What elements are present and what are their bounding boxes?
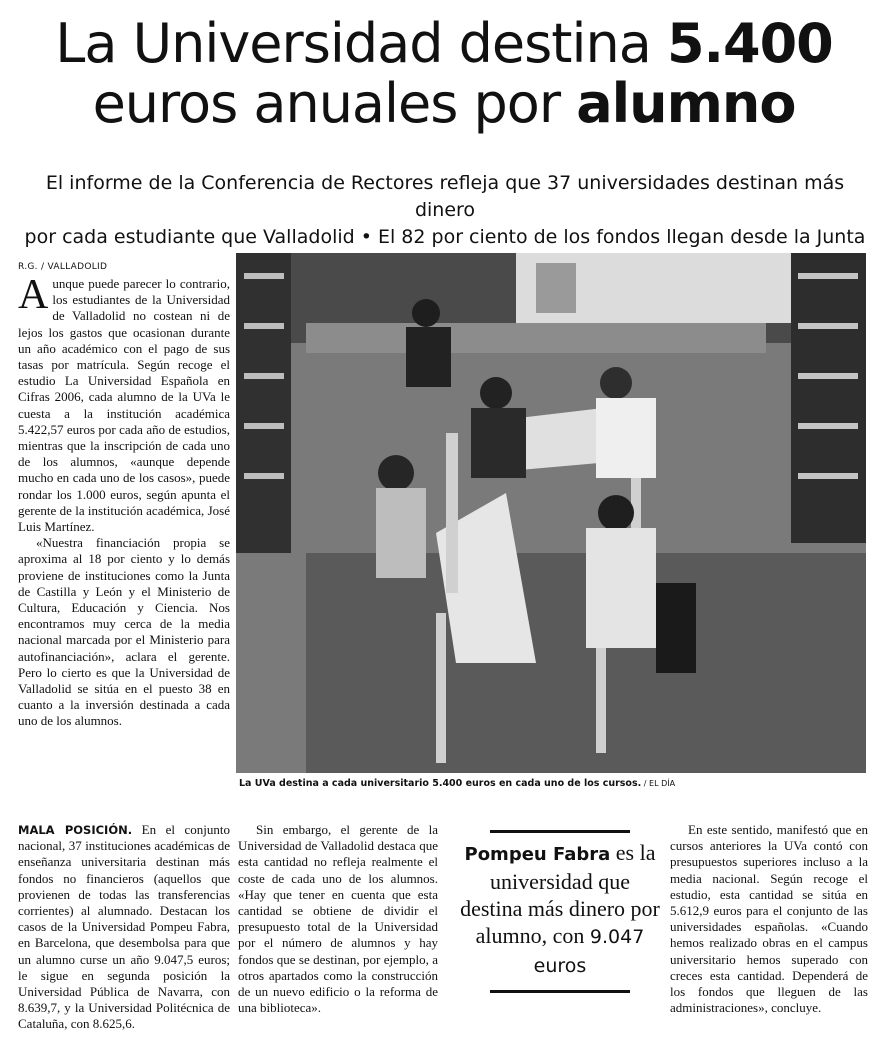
pull-quote-bottom-rule <box>490 990 630 993</box>
headline-part-2: euros anuales por <box>92 72 577 135</box>
pull-quote-number: 9.047 euros <box>533 926 645 977</box>
section-paragraph-text: En el conjunto nacional, 37 instituciones académicas de enseñanza universitaria destinan más fondos no financieros (aquellos que provienen de todas las transferencias corrientes) al alumnado. Destacan los casos de la Universidad Pompeu Fabra, en Barcelona, que desembolsa para que un alumno curse un año 9.047,5 euros; le sigue en segunda posición la Universidad Pública de Navarra, con 8.639,7, y la Universidad Politécnica de Cataluña, con 8.625,6. <box>18 822 230 1032</box>
library-study-photo <box>236 253 866 773</box>
article-paragraph-4: En este sentido, manifestó que en cursos anteriores la UVa contó con presupuestos superiores incluso a la media nacional. Según recoge el estudio, esta cantidad se sitúa en 5.612,9 euros para el conjunto de las universidades españolas. «Cuando hemos realizado obras en el campus universitario hemos superado con creces esta cantidad. Dependerá de los fondos que lleguen de las administraciones», concluye. <box>670 822 868 1016</box>
article-column-4 <box>670 822 868 1016</box>
subheadline <box>20 170 870 251</box>
article-column-2 <box>238 822 438 1016</box>
article-paragraph-2: «Nuestra financiación propia se aproxima al 18 por ciento y lo demás proviene de instituciones como la Junta de Castilla y León y el Ministerio de Cultura, Educación y Ciencia. Nos encontramos muy cerca de la media nacional marcada por el Ministerio para autofinanciación», aclara el gerente. Pero lo cierto es que la Universidad de Valladolid se sitúa en el puesto 38 en cuanto a la inversión destinada a cada uno de los alumnos. <box>18 535 230 729</box>
drop-cap: A <box>18 272 49 318</box>
subheadline-line-1: El informe de la Conferencia de Rectores refleja que 37 universidades destinan más dinero <box>45 172 845 221</box>
article-paragraph-1 <box>18 272 230 535</box>
pull-quote-text <box>460 839 660 980</box>
pull-quote <box>460 822 660 993</box>
section-lead-in: MALA POSICIÓN. <box>18 823 133 837</box>
article-photo <box>236 253 866 773</box>
caption-text: La UVa destina a cada universitario 5.400 euros en cada uno de los cursos. <box>239 778 642 789</box>
photo-caption <box>239 778 869 789</box>
photo-credit: / EL DÍA <box>641 779 676 788</box>
headline-highlight-1: 5.400 <box>666 12 833 75</box>
pull-quote-top-rule <box>490 830 630 833</box>
pull-quote-body: es la universidad que destina más dinero por alumno, con <box>460 840 660 948</box>
headline <box>0 14 888 134</box>
article-paragraph-3: Sin embargo, el gerente de la Universidad de Valladolid destaca que esta cantidad no refleja realmente el coste de cada uno de los alumnos. «Hay que tener en cuenta que esta cantidad se obtiene de dividir el presupuesto total de la Universidad por el número de alumnos y hay fondos que se destinan, por ejemplo, a otros apartados como la construcción de un nuevo edificio o la reforma de una biblioteca». <box>238 822 438 1016</box>
byline: R.G. / VALLADOLID <box>18 262 108 272</box>
article-column-1 <box>18 272 230 730</box>
headline-line-2 <box>0 74 888 134</box>
article-column-1-bottom <box>18 822 230 1033</box>
section-paragraph <box>18 822 230 1033</box>
pull-quote-highlight: Pompeu Fabra <box>464 844 611 865</box>
subheadline-line-2: por cada estudiante que Valladolid • El 82 por ciento de los fondos llegan desde la Junta <box>24 226 866 248</box>
headline-line-1 <box>0 14 888 74</box>
headline-highlight-2: alumno <box>576 72 796 135</box>
headline-part-1: La Universidad destina <box>55 12 667 75</box>
article-paragraph-1-text: unque puede parecer lo contrario, los estudiantes de la Universidad de Valladolid no costean ni de lejos los gastos que ocasionan durante un año académico con el pago de sus tasas por matrícula. Según recoge el estudio La Universidad Española en Cifras 2006, cada alumno de la UVa le cuesta a la institución académica 5.422,57 euros por cada año de estudios, mientras que la inscripción de cada uno de los alumnos, «aunque depende mucho en cada uno de los casos», puede rondar los 1.000 euros, según apunta el gerente de la institución académica, José Luis Martínez. <box>18 276 230 535</box>
